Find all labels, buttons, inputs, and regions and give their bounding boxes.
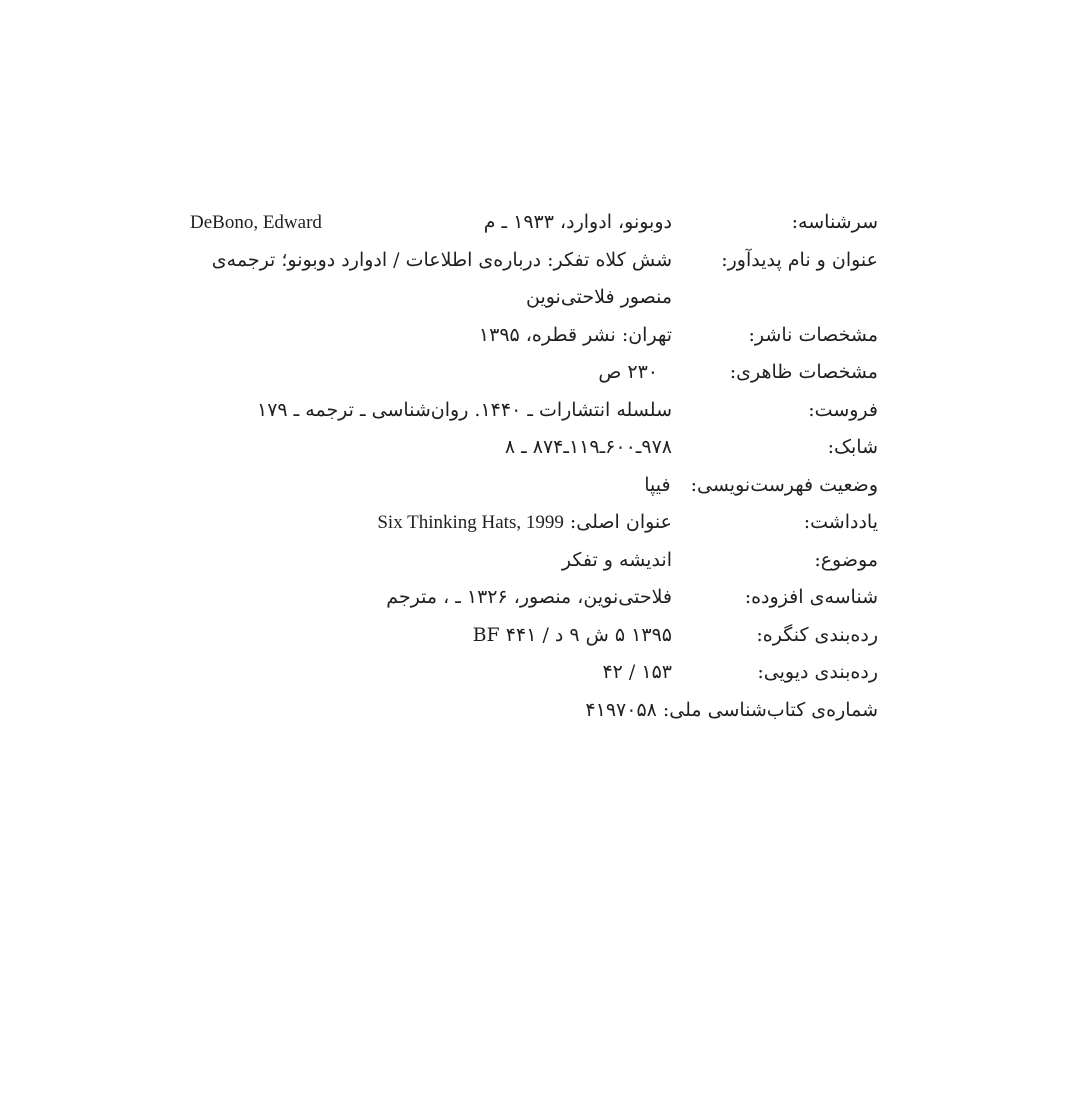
added-entry-label: شناسه‌ی افزوده: [744,586,878,608]
publisher-value: تهران: نشر قطره، ۱۳۹۵ [478,323,672,346]
row-lc-classification [190,617,878,655]
note-value [190,504,672,542]
row-series [190,392,878,430]
row-main-entry [190,204,878,242]
cataloging-in-publication-block [190,204,878,729]
row-note [190,504,878,542]
main-entry-persian: دوبونو، ادوارد، ۱۹۳۳ ـ م [483,211,672,233]
isbn-value: ۹۷۸ـ۶۰۰ـ۱۱۹ـ۸۷۴ ـ ۸ [504,436,672,458]
row-physical [190,354,878,392]
cataloging-status-value [644,467,684,505]
row-national-bibliography [190,692,878,730]
isbn-label: شابک: [827,436,878,458]
main-entry-label: سرشناسه: [791,211,878,233]
note-label: یادداشت: [803,511,878,533]
national-bibliography-value: ۴۱۹۷۰۵۸ [585,698,657,721]
lc-classification-label: رده‌بندی کنگره: [756,623,878,646]
main-entry-value [190,204,672,242]
physical-label: مشخصات ظاهری: [729,361,878,383]
series-value: سلسله انتشارات ـ ۱۴۴۰. روان‌شناسی ـ ترجمه ـ ۱۷۹ [257,398,672,421]
physical-pages: ۲۳۰ ص [598,361,658,383]
dewey-classification-value: ۱۵۳ / ۴۲ [602,661,672,683]
series-label: فروست: [808,398,878,421]
subject-label: موضوع: [814,548,878,571]
cataloging-status-label: وضعیت فهرست‌نویسی: [690,473,878,496]
row-dewey-classification [190,654,878,692]
row-isbn [190,429,878,467]
main-entry-latin: DeBono, Edward [190,212,322,233]
title-label: عنوان و نام پدیدآور: [721,248,878,271]
row-publisher [190,317,878,355]
physical-value [190,354,672,392]
row-title [190,242,878,317]
row-cataloging-status [190,467,878,505]
publisher-label: مشخصات ناشر: [748,323,878,346]
title-value: شش کلاه تفکر: درباره‌ی اطلاعات / ادوارد دوبونو؛ ترجمه‌ی منصور فلاحتی‌نوین [211,248,672,308]
row-added-entry [190,579,878,617]
note-latin: Six Thinking Hats, 1999 [377,512,564,533]
cataloging-status-text: فیپا [644,473,671,496]
note-persian: عنوان اصلی: [569,511,672,533]
lc-classification-value: ۱۳۹۵ ۵ ش ۹ د / ۴۴۱ BF [472,623,672,646]
national-bibliography-label: شماره‌ی کتاب‌شناسی ملی: [662,698,878,721]
row-subject [190,542,878,580]
added-entry-value: فلاحتی‌نوین، منصور، ۱۳۲۶ ـ ، مترجم [386,586,672,608]
dewey-classification-label: رده‌بندی دیویی: [757,661,878,683]
subject-value: اندیشه و تفکر [561,548,672,571]
